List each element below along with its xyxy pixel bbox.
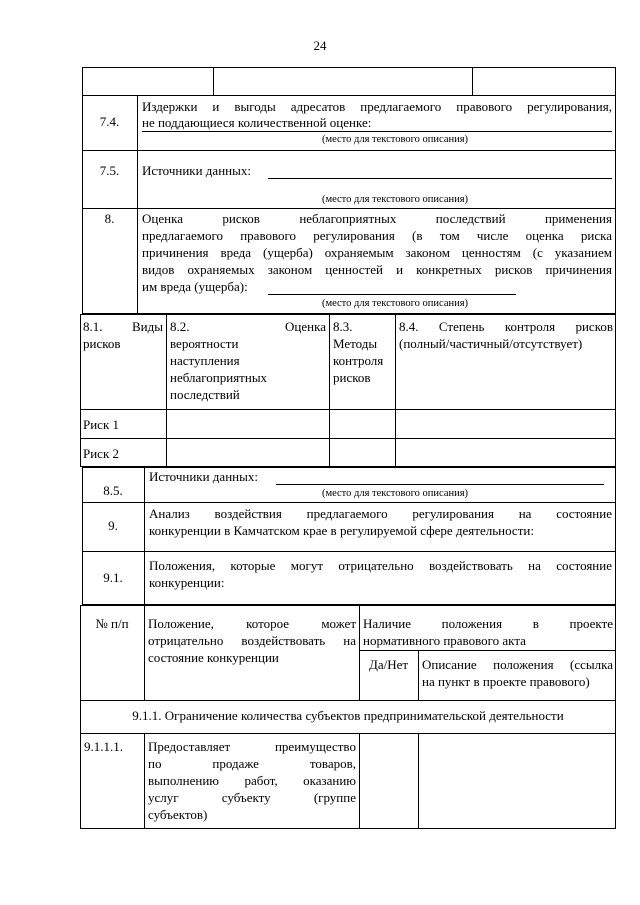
placeholder-label-7-5: (место для текстового описания) [321,194,469,205]
risk-header-types-line1: 8.1. Виды [83,319,163,334]
risk-header-methods-line4: рисков [333,370,371,385]
comp-section-heading: 9.1.1. Ограничение количества субъектов предпринимательской деятельности [132,708,564,723]
comp-header-presence-line2: нормативного правового акта [363,633,526,648]
row-number-9: 9. [108,518,118,533]
risk-header-control-line1: 8.4. Степень контроля рисков [399,319,613,334]
row-8-text-line4: видов охраняемых законом ценностей и конкретных рисков причинения [142,262,612,277]
comp-header-number: № п/п [95,616,129,631]
risk-header-probability-line1: 8.2. Оценка [170,319,326,334]
comp-row-text-line3: выполнению работ, оказанию [148,773,356,788]
risk-header-probability-line4: неблагоприятных [170,370,268,385]
row-7-5-text: Источники данных: [142,163,251,178]
row-number-7-5: 7.5. [99,163,120,178]
risk-header-control-line2: (полный/частичный/отсутствует) [399,336,583,351]
placeholder-label-8-5: (место для текстового описания) [321,488,469,499]
risk-header-probability-line5: последствий [170,387,240,402]
row-9-1-text-line1: Положения, которые могут отрицательно воздействовать на состояние [149,558,612,573]
row-8-text-line3: причинения вреда (ущерба) охраняемым законом ценностям (с указанием [142,245,612,260]
risk-row-2-label: Риск 2 [83,446,120,461]
comp-row-text-line4: услуг субъекту (группе [148,790,356,805]
risk-header-probability-line2: вероятности [170,336,239,351]
risk-header-probability-line3: наступления [170,353,240,368]
comp-header-position-line3: состояние конкуренции [148,650,279,665]
row-number-8-5: 8.5. [103,483,123,498]
placeholder-label-8: (место для текстового описания) [321,298,469,309]
row-number-8: 8. [104,211,115,226]
row-9-text-line1: Анализ воздействия предлагаемого регулирования на состояние [149,506,612,521]
comp-header-position-line1: Положение, которое может [148,616,356,631]
comp-header-position-line2: отрицательно воздействовать на [148,633,356,648]
row-8-5-text: Источники данных: [149,469,258,484]
row-8-text-line1: Оценка рисков неблагоприятных последствий применения [142,211,612,226]
row-number-7-4: 7.4. [99,114,120,129]
row-number-9-1: 9.1. [103,570,123,585]
row-7-4-text-line2: не поддающиеся количественной оценке: [142,115,372,130]
comp-row-text-line1: Предоставляет преимущество [148,739,356,754]
comp-header-description-line2: на пункт в проекте правового) [422,674,590,689]
row-9-text-line2: конкуренции в Камчатском крае в регулируемой сфере деятельности: [149,523,534,538]
row-8-text-line2: предлагаемого правового регулирования (в том числе оценка риска [142,228,612,243]
comp-row-text-line5: субъектов) [148,807,208,822]
risk-header-methods-line2: Методы [333,336,378,351]
comp-header-description-line1: Описание положения (ссылка [422,657,613,672]
comp-row-text-line2: по продаже товаров, [148,756,356,771]
comp-header-yes-no: Да/Нет [368,657,409,672]
risk-header-methods-line1: 8.3. [333,319,353,334]
row-8-text-line5: им вреда (ущерба): [142,279,248,294]
row-7-4-text-line1: Издержки и выгоды адресатов предлагаемого правового регулирования, [142,99,612,114]
row-9-1-text-line2: конкуренции: [149,575,225,590]
risk-header-methods-line3: контроля [333,353,384,368]
risk-row-1-label: Риск 1 [83,417,120,432]
comp-header-presence-line1: Наличие положения в проекте [363,616,613,631]
comp-row-number: 9.1.1.1. [84,739,123,754]
placeholder-label-7-4: (место для текстового описания) [321,134,469,145]
risk-header-types-line2: рисков [83,336,121,351]
page-number: 24 [313,38,327,53]
